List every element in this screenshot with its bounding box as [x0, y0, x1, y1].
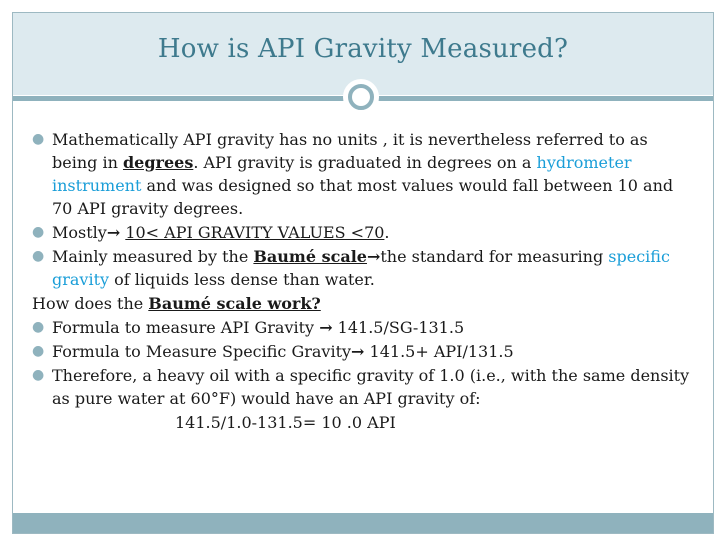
bullet-icon: ●: [32, 131, 45, 147]
calculation-line: 141.5/1.0-131.5= 10 .0 API: [175, 413, 396, 432]
text: and was designed so that most values would fall between 10 and 70 API gravity degrees.: [52, 176, 674, 218]
degrees-term: degrees: [122, 153, 194, 172]
text: of liquids less dense than water.: [109, 270, 375, 289]
arrow-right-icon: →: [106, 223, 121, 242]
bullet-sg-formula: [30, 340, 690, 363]
specific-gravity-link[interactable]: specific gravity: [52, 247, 670, 289]
bullet-icon: ●: [32, 248, 45, 264]
ring-ornament-icon: [343, 79, 379, 115]
baume-work-term: Baumé scale work?: [148, 294, 321, 313]
bullet-icon: ●: [32, 343, 45, 359]
arrow-right-icon: →: [366, 247, 381, 266]
bullet-icon: ●: [32, 224, 45, 240]
text: . API gravity is graduated in degrees on a: [193, 153, 537, 172]
text: 141.5+ API/131.5: [364, 342, 514, 361]
bullet-range: [30, 221, 690, 244]
bullet-icon: ●: [32, 367, 45, 383]
bullet-api-formula: [30, 316, 690, 339]
bullet-icon: ●: [32, 319, 45, 335]
footer-band: [13, 513, 713, 533]
text: the standard for measuring: [380, 247, 609, 266]
hydrometer-link[interactable]: hydrometer instrument: [52, 153, 632, 195]
text: Mainly measured by the: [52, 247, 254, 266]
arrow-right-icon: →: [351, 342, 365, 361]
text: Therefore, a heavy oil with a specific gravity of 1.0 (i.e., with the same density as pure water at 60°F) would have an API gravity of:: [52, 366, 690, 408]
range-text: 10< API GRAVITY VALUES <70: [125, 223, 385, 242]
text: Formula to Measure Specific Gravity: [52, 342, 352, 361]
text: 141.5/SG-131.5: [332, 318, 465, 337]
text: Mathematically API gravity has no units , it is nevertheless referred to as being in: [52, 130, 648, 172]
bullet-baume: [30, 245, 690, 291]
slide-body: [30, 128, 690, 434]
text: Formula to measure API Gravity: [52, 318, 320, 337]
subheading-baume: [30, 292, 690, 315]
arrow-right-icon: →: [319, 318, 333, 337]
bullet-example: [30, 364, 690, 410]
text: Mostly: [52, 223, 107, 242]
text: .: [384, 223, 390, 242]
bullet-units: [30, 128, 690, 220]
slide-title: How is API Gravity Measured?: [157, 34, 569, 64]
baume-term: Baumé scale: [253, 247, 367, 266]
text: How does the: [32, 294, 149, 313]
